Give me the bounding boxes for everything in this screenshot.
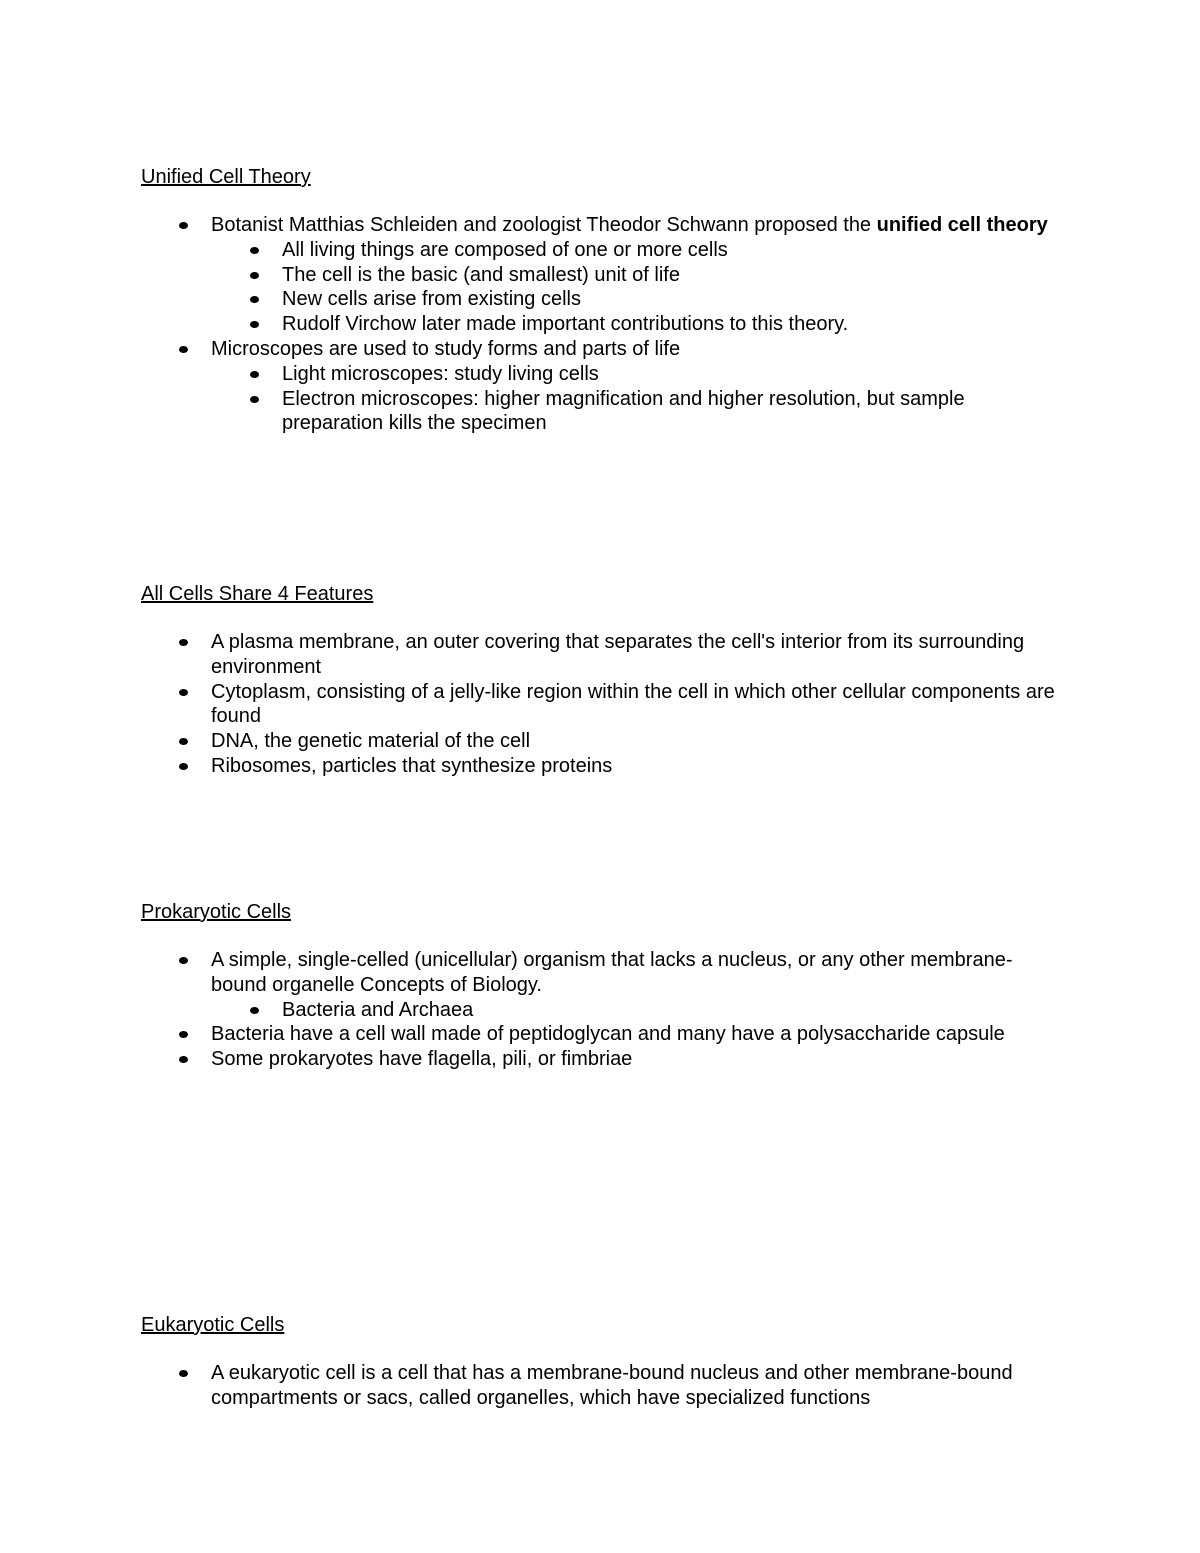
- section-all-cells-share-features: [141, 582, 1061, 779]
- bullet-icon: [179, 346, 188, 353]
- list-item: [141, 948, 1061, 1022]
- bullet-icon: [250, 371, 259, 378]
- list-item-text: Bacteria have a cell wall made of peptidoglycan and many have a polysaccharide capsule: [211, 1023, 1005, 1046]
- sub-list-item: [211, 287, 1061, 312]
- list-item-text: A plasma membrane, an outer covering that separates the cell's interior from its surrounding environment: [211, 631, 1025, 678]
- section-heading: Unified Cell Theory: [141, 166, 311, 188]
- bullet-icon: [179, 763, 188, 770]
- list-item: [141, 680, 1061, 730]
- list-item-text: A simple, single-celled (unicellular) organism that lacks a nucleus, or any other membrane-bound organelle Concepts of Biology.: [211, 949, 1013, 996]
- list-item: [141, 213, 1061, 337]
- sub-bullet-list: [211, 998, 1061, 1023]
- list-item-text: Microscopes are used to study forms and parts of life: [211, 337, 681, 360]
- bullet-icon: [179, 222, 188, 229]
- section-heading: All Cells Share 4 Features: [141, 583, 374, 605]
- bullet-icon: [250, 321, 259, 328]
- list-item: [141, 337, 1061, 436]
- sub-list-item: [211, 362, 1061, 387]
- bullet-icon: [250, 247, 259, 254]
- sub-bullet-list: [211, 238, 1061, 337]
- sub-list-item-text: Light microscopes: study living cells: [282, 362, 599, 385]
- sub-list-item-text: New cells arise from existing cells: [282, 288, 581, 311]
- section-prokaryotic-cells: [141, 900, 1061, 1072]
- section-eukaryotic-cells: [141, 1313, 1061, 1411]
- bullet-list: [141, 630, 1061, 779]
- bullet-icon: [250, 1007, 259, 1014]
- list-item-text: A eukaryotic cell is a cell that has a membrane-bound nucleus and other membrane-bound compartments or sacs, called organelles, which have specialized functions: [211, 1362, 1013, 1409]
- list-item: [141, 754, 1061, 779]
- list-item: [141, 1361, 1061, 1411]
- list-item: [141, 1022, 1061, 1047]
- sub-list-item: [211, 998, 1061, 1023]
- sub-list-item-text: Rudolf Virchow later made important contributions to this theory.: [282, 313, 849, 336]
- sub-list-item: [211, 238, 1061, 263]
- bullet-icon: [179, 957, 188, 964]
- bullet-icon: [250, 272, 259, 279]
- sub-list-item-text: The cell is the basic (and smallest) unit of life: [282, 263, 680, 286]
- bullet-icon: [179, 738, 188, 745]
- bullet-icon: [179, 689, 188, 696]
- bullet-icon: [250, 296, 259, 303]
- sub-list-item: [211, 387, 1061, 437]
- sub-list-item-text: Electron microscopes: higher magnification and higher resolution, but sample preparation kills the specimen: [282, 387, 965, 435]
- sub-list-item: [211, 312, 1061, 337]
- list-item-bold-term: unified cell theory: [876, 214, 1048, 236]
- sub-bullet-list: [211, 362, 1061, 436]
- bullet-icon: [179, 1370, 188, 1377]
- bullet-list: [141, 948, 1061, 1072]
- list-item-text: Ribosomes, particles that synthesize proteins: [211, 754, 613, 777]
- sub-list-item: [211, 263, 1061, 288]
- bullet-icon: [179, 1056, 188, 1063]
- bullet-list: [141, 1361, 1061, 1411]
- list-item-text: Some prokaryotes have flagella, pili, or fimbriae: [211, 1048, 633, 1071]
- list-item-text: Cytoplasm, consisting of a jelly-like region within the cell in which other cellular components are found: [211, 680, 1055, 728]
- section-unified-cell-theory: [141, 165, 1061, 436]
- bullet-icon: [250, 396, 259, 403]
- list-item: [141, 1047, 1061, 1072]
- bullet-icon: [179, 1031, 188, 1038]
- list-item-text: DNA, the genetic material of the cell: [211, 730, 531, 753]
- bullet-icon: [179, 639, 188, 646]
- list-item: [141, 729, 1061, 754]
- section-heading: Eukaryotic Cells: [141, 1314, 285, 1336]
- section-heading: Prokaryotic Cells: [141, 901, 292, 923]
- list-item-text: Botanist Matthias Schleiden and zoologist Theodor Schwann proposed the: [211, 214, 877, 236]
- sub-list-item-text: Bacteria and Archaea: [282, 998, 474, 1021]
- sub-list-item-text: All living things are composed of one or more cells: [282, 238, 728, 261]
- bullet-list: [141, 213, 1061, 436]
- list-item: [141, 630, 1061, 680]
